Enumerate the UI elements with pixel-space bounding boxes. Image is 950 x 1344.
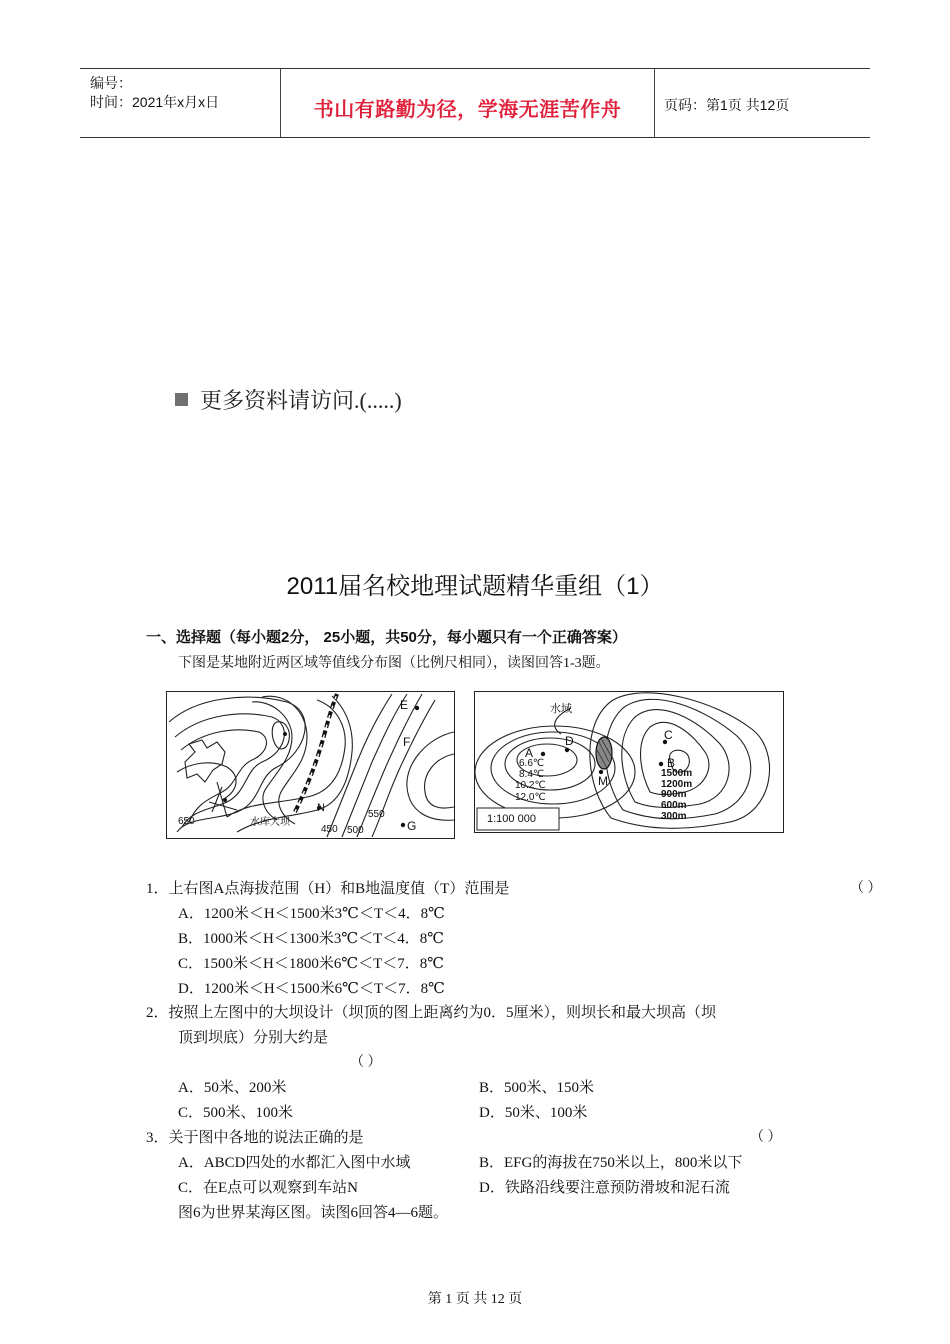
map-right-h-1500: 1500m xyxy=(661,768,693,779)
q1-option-d: D．1200米＜H＜1500米6℃＜T＜7．8℃ xyxy=(178,981,445,997)
map-right-iso-66: 6.6℃ xyxy=(519,758,545,769)
map-right-label-m: M xyxy=(598,774,608,788)
header-meta-cell xyxy=(80,69,280,137)
map-right-label-b: B xyxy=(667,756,676,770)
next-questions-intro: 图6为世界某海区图。读图6回答4—6题。 xyxy=(178,1205,449,1221)
map-left-label-650: 650 xyxy=(178,816,195,827)
map-right-h-1200: 1200m xyxy=(661,779,693,790)
map-right-label-water: 水域 xyxy=(550,703,572,715)
q2-option-d: D．50米、100米 xyxy=(479,1105,588,1121)
q2-option-a: A．50米、200米 xyxy=(178,1080,287,1096)
q1-option-c: C．1500米＜H＜1800米6℃＜T＜7．8℃ xyxy=(178,956,445,972)
map-right-h-600: 600m xyxy=(661,800,687,811)
q3-stem: 3．关于图中各地的说法正确的是 xyxy=(146,1130,364,1146)
q2-stem-line1: 2．按照上左图中的大坝设计（坝顶的图上距离约为0．5厘米），则坝长和最大坝高（坝 xyxy=(146,1005,717,1021)
motto: 书山有路勤为径，学海无涯苦作舟 xyxy=(313,99,622,121)
promo-text: 更多资料请访问.(.....) xyxy=(200,388,402,413)
number-label: 编号： xyxy=(90,75,132,91)
map-right-label-a: A xyxy=(525,746,534,760)
section-heading: 一、选择题（每小题2分， 25小题，共50分，每小题只有一个正确答案） xyxy=(146,629,627,646)
map-left-label-500: 500 xyxy=(347,825,364,836)
q3-option-c: C．在E点可以观察到车站N xyxy=(178,1180,359,1196)
map-left-label-e: E xyxy=(400,698,409,712)
left-contour-map xyxy=(166,691,455,839)
map-left-label-f: F xyxy=(403,735,411,749)
map-right-iso-84: 8.4℃ xyxy=(519,769,545,780)
left-map-drawing xyxy=(167,692,454,838)
q2-option-c: C．500米、100米 xyxy=(178,1105,294,1121)
q3-option-d: D．铁路沿线要注意预防滑坡和泥石流 xyxy=(479,1180,730,1196)
q2-stem-line2: 顶到坝底）分别大约是 xyxy=(178,1030,329,1046)
q1-option-a: A．1200米＜H＜1500米3℃＜T＜4．8℃ xyxy=(178,906,445,922)
square-bullet-icon xyxy=(175,393,188,406)
map-left-label-450: 450 xyxy=(321,824,338,835)
map-right-scale: 1:100 000 xyxy=(487,813,536,825)
q1-option-b: B．1000米＜H＜1300米3℃＜T＜4．8℃ xyxy=(178,931,445,947)
map-right-iso-120: 12.0℃ xyxy=(515,792,546,803)
map-left-label-n: N xyxy=(317,802,325,814)
q1-stem: 1．上右图A点海拔范围（H）和B地温度值（T）范围是 xyxy=(146,881,510,897)
right-contour-map xyxy=(474,691,784,833)
map-left-label-g: G xyxy=(407,819,417,833)
map-right-h-300: 300m xyxy=(661,811,687,822)
page-footer: 第 1 页 共 12 页 xyxy=(427,1292,523,1307)
header-motto-cell xyxy=(280,69,655,137)
header-page-cell xyxy=(654,69,870,137)
map-right-h-900: 900m xyxy=(661,789,687,800)
map-left-label-dam: 水库大坝 xyxy=(250,817,290,828)
promo-line xyxy=(175,384,402,415)
map-right-iso-102: 10.2℃ xyxy=(515,780,546,791)
section-intro: 下图是某地附近两区域等值线分布图（比例尺相同），读图回答1-3题。 xyxy=(178,656,610,671)
map-right-label-c: C xyxy=(664,728,673,742)
q1-answer-bracket: （ ） xyxy=(850,881,882,896)
page-info: 页码：第1页 共12页 xyxy=(664,97,790,113)
q3-answer-bracket: （ ） xyxy=(750,1130,782,1145)
q2-answer-bracket: （ ） xyxy=(350,1055,382,1070)
q3-option-a: A．ABCD四处的水都汇入图中水域 xyxy=(178,1155,411,1171)
map-right-label-d: D xyxy=(565,734,574,748)
q2-option-b: B．500米、150米 xyxy=(479,1080,595,1096)
map-left-label-550: 550 xyxy=(368,809,385,820)
document-title: 2011届名校地理试题精华重组（1） xyxy=(286,573,664,600)
header-table xyxy=(80,68,870,138)
date-line: 时间：2021年x月x日 xyxy=(90,94,220,110)
q3-option-b: B．EFG的海拔在750米以上，800米以下 xyxy=(479,1155,743,1171)
